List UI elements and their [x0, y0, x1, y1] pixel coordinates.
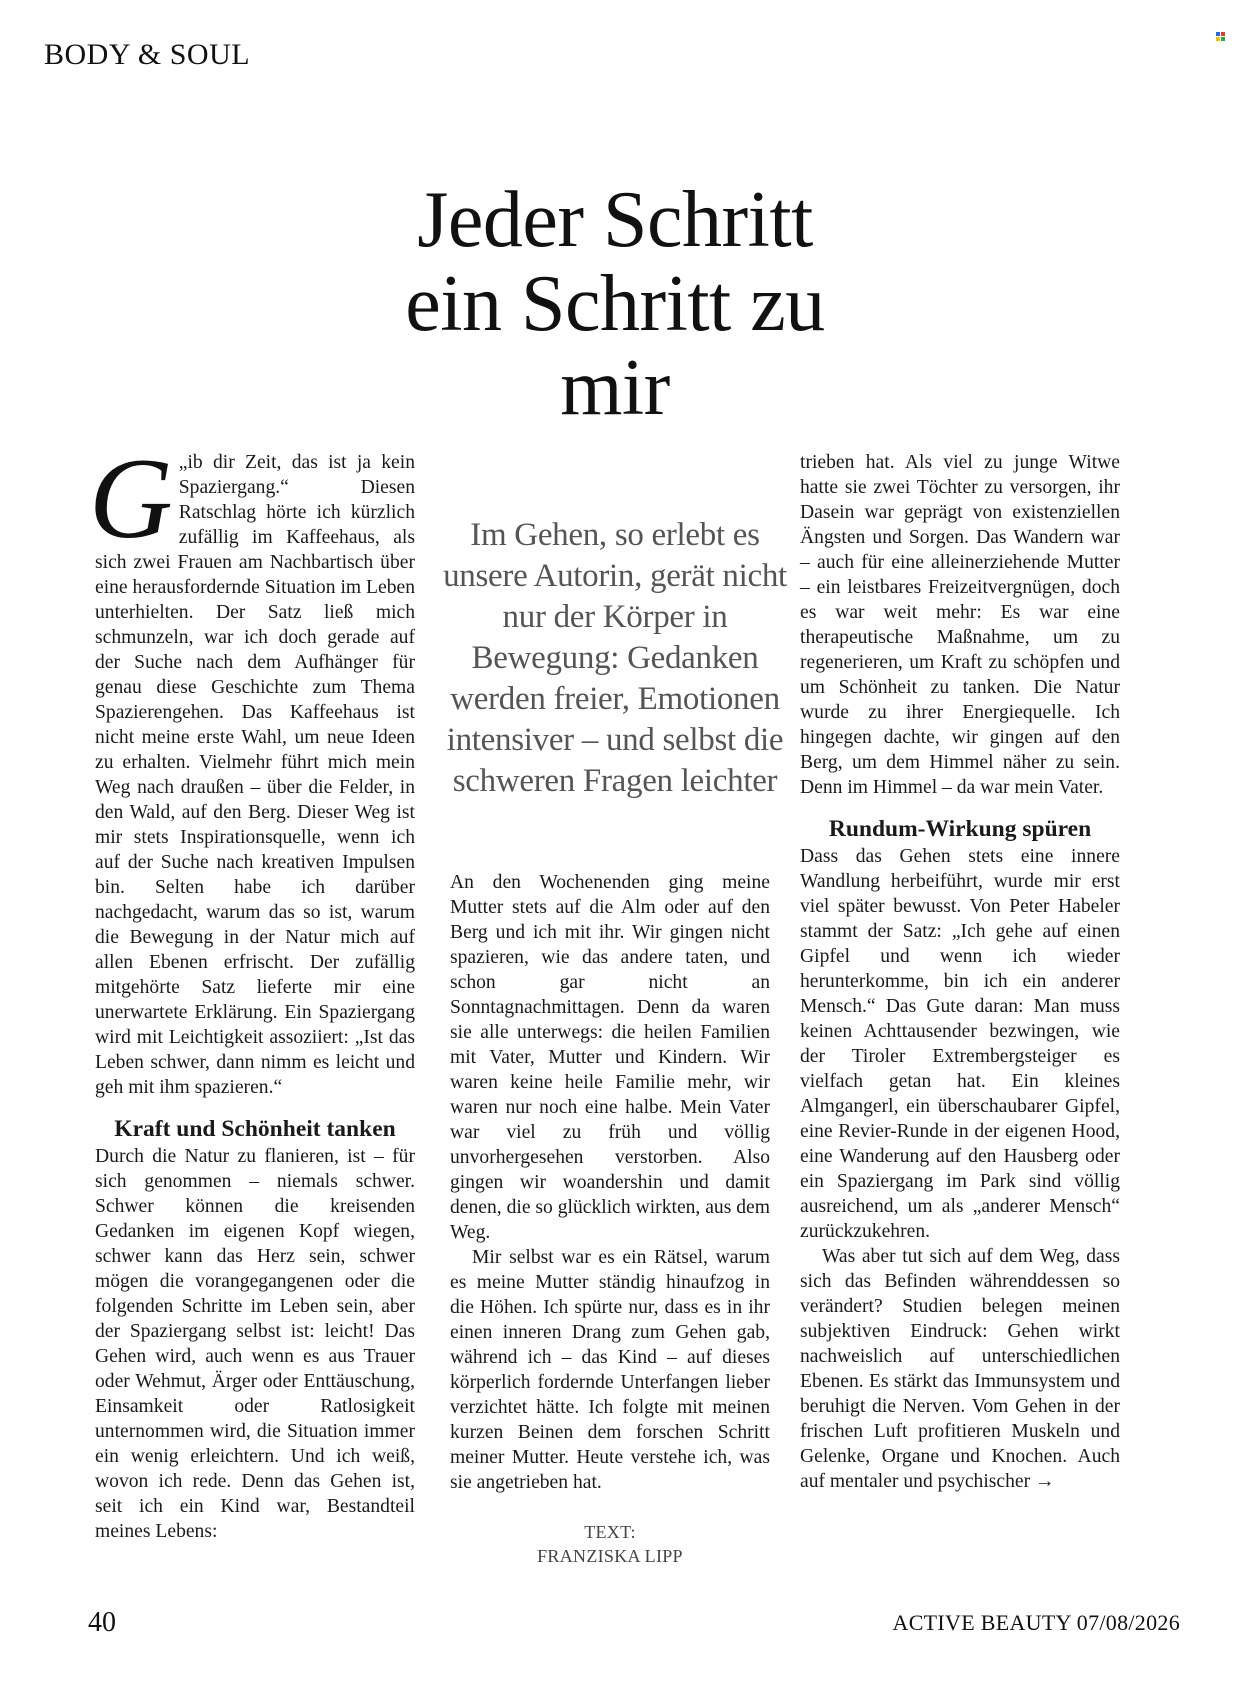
page-number: 40 — [88, 1607, 116, 1638]
body-paragraph: „ib dir Zeit, das ist ja kein Spaziergang.“ Diesen Ratschlag hörte ich kürzlich zufällig im Kaffeehaus, als sich zwei Frauen am Nachbartisch über eine herausfordernde Situation im Leben unterhielten. Der Satz ließ mich schmunzeln, war ich doch gerade auf der Suche nach dem Aufhänger für genau diese Geschichte zum Thema Spazierengehen. Das Kaffeehaus ist nicht meine erste Wahl, um neue Ideen zu erhalten. Vielmehr führt mich mein Weg nach draußen – über die Felder, in den Wald, auf den Berg. Dieser Weg ist mir stets Inspirationsquelle, wenn ich auf der Suche nach kreativen Impulsen bin. Selten habe ich darüber nachgedacht, warum das so ist, warum die Bewegung in der Natur mich auf allen Ebenen erfrischt. Der zufällig mitgehörte Satz lieferte mir eine unerwartete Erklärung. Ein Spaziergang wird mit Leichtigkeit assoziiert: „Ist das Leben schwer, dann nimm es leicht und geh mit ihm spazieren.“ — [95, 452, 415, 1098]
body-paragraph: Mir selbst war es ein Rätsel, warum es meine Mutter ständig hinaufzog in die Höhen. Ich spürte nur, dass es in ihr einen inneren Drang zum Gehen gab, während ich – das Kind – auf dieses körperlich fordernde Unterfangen lieber verzichtet hätte. Ich folgte mit meinen kurzen Beinen dem forschen Schritt meiner Mutter. Heute verstehe ich, was sie angetrieben hat. — [450, 1247, 770, 1493]
article-column-middle — [450, 870, 770, 1495]
body-paragraph: Dass das Gehen stets eine innere Wandlung herbeiführt, wurde mir erst viel später bewusst. Von Peter Habeler stammt der Satz: „Ich gehe auf einen Gipfel und wenn ich wieder herunterkomme, bin ich ein anderer Mensch.“ Das Gute daran: Man muss keinen Achttausender bezwingen, wie der Tiroler Extrembergsteiger es vielfach getan hat. Ein kleines Almgangerl, ein überschaubarer Gipfel, eine Revier-Runde in der eigenen Hood, eine Wanderung auf den Hausberg oder ein Spaziergang im Park sind völlig ausreichend, um als „anderer Mensch“ zurückzukehren. — [800, 846, 1120, 1242]
body-paragraph: An den Wochenenden ging meine Mutter stets auf die Alm oder auf den Berg und ich mit ihr. Wir gingen nicht spazieren, wie das andere taten, und schon gar nicht an Sonntagnachmittagen. Denn da waren sie alle unterwegs: die heilen Familien mit Vater, Mutter und Kindern. Wir waren keine heile Familie mehr, wir waren nur noch eine halbe. Mein Vater war viel zu früh und völlig unvorhergesehen verstorben. Also gingen wir woandershin und damit denen, die so glücklich wirkten, aus dem Weg. — [450, 872, 770, 1243]
registration-mark — [1216, 32, 1225, 41]
article-headline: Jeder Schritt ein Schritt zu mir — [405, 176, 825, 432]
section-label: BODY & SOUL — [44, 38, 251, 71]
drop-cap: G — [89, 435, 173, 563]
body-paragraph: trieben hat. Als viel zu junge Witwe hatte sie zwei Töchter zu versorgen, ihr Dasein war geprägt von existenziellen Ängsten und Sorgen. Das Wandern war – auch für eine alleinerziehende Mutter – ein leistbares Freizeitvergnügen, doch es war weit mehr: Es war eine therapeutische Maßnahme, um zu regenerieren, um Kraft zu schöpfen und um Schönheit zu tanken. Die Natur wurde zu ihrer Energiequelle. Ich hingegen dachte, wir gingen auf den Berg, um dem Himmel näher zu sein. Denn im Himmel – da war mein Vater. — [800, 452, 1120, 798]
issue-label: ACTIVE BEAUTY 07/08/2026 — [892, 1610, 1180, 1635]
author-credit — [450, 1520, 770, 1568]
credit-label: TEXT: — [584, 1522, 636, 1542]
body-paragraph: Was aber tut sich auf dem Weg, dass sich das Befinden währenddessen so verändert? Studien belegen meinen subjektiven Eindruck: Gehen wirkt nachweislich auf unterschiedlichen Ebenen. Es stärkt das Immunsystem und beruhigt die Nerven. Vom Gehen in der frischen Luft profitieren Muskeln und Gelenke, Organe und Knochen. Auch auf mentaler und psychischer → — [800, 1246, 1120, 1492]
subheading: Kraft und Schönheit tanken — [114, 1116, 396, 1142]
article-standfirst: Im Gehen, so erlebt es unsere Autorin, gerät nicht nur der Körper in Bewegung: Gedanken werden freier, Emotionen intensiver – und selbst die schweren Fragen leichter — [443, 517, 787, 799]
subheading: Rundum-Wirkung spüren — [828, 816, 1092, 842]
article-column-right — [800, 450, 1120, 1494]
credit-name: FRANZISKA LIPP — [537, 1546, 683, 1566]
article-column-left — [89, 435, 415, 1544]
body-paragraph: Durch die Natur zu flanieren, ist – für sich genommen – niemals schwer. Schwer können die kreisenden Gedanken im eigenen Kopf wiegen, schwer kann das Herz sein, schwer mögen die vorangegangenen oder die folgenden Schritte im Leben sein, aber der Spaziergang selbst ist: leicht! Das Gehen wird, auch wenn es aus Trauer oder Wehmut, Ärger oder Enttäuschung, Einsamkeit oder Ratlosigkeit unternommen wird, die Situation immer ein wenig erleichtern. Und ich weiß, wovon ich rede. Denn das Gehen ist, seit ich ein Kind war, Bestandteil meines Lebens: — [95, 1146, 415, 1542]
